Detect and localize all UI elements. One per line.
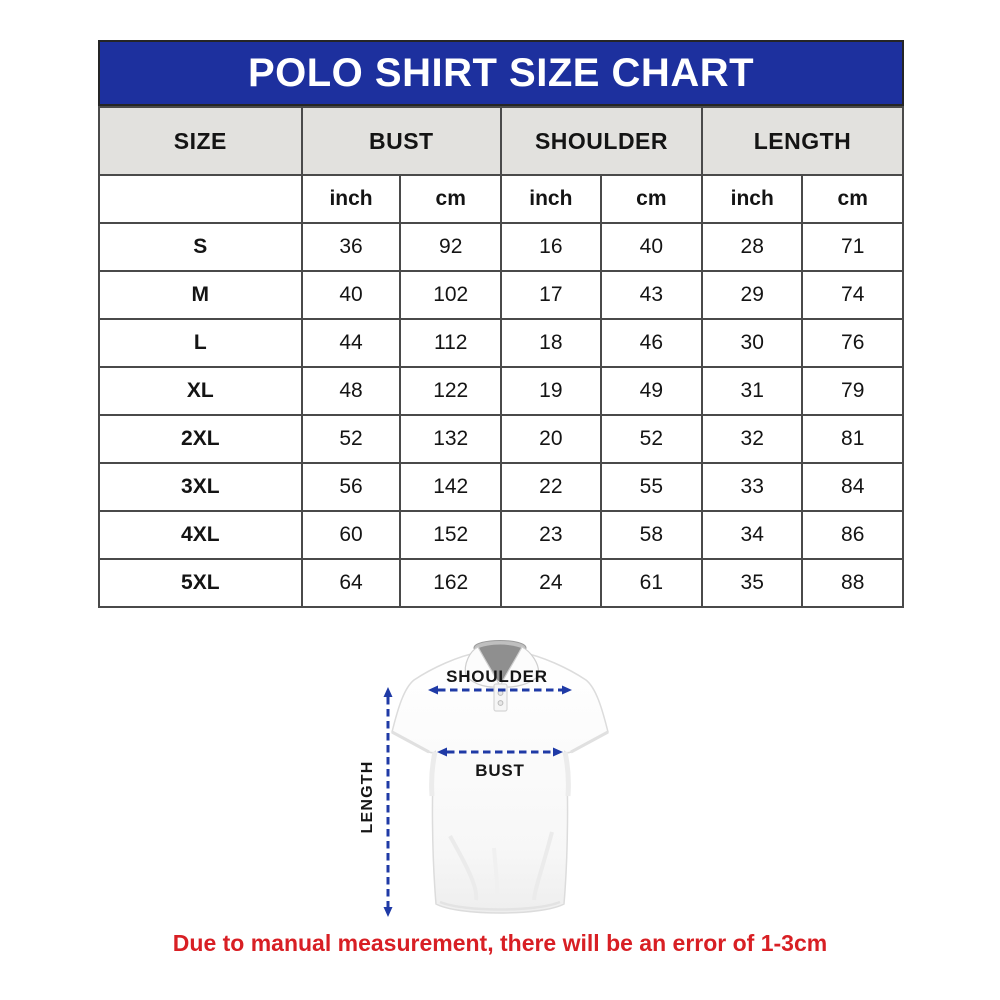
value-cell: 61 [601,559,702,607]
value-cell: 102 [400,271,501,319]
size-cell: XL [99,367,302,415]
value-cell: 152 [400,511,501,559]
unit-length-inch: inch [702,175,803,223]
value-cell: 76 [802,319,903,367]
column-header-length: LENGTH [702,107,903,175]
unit-length-cm: cm [802,175,903,223]
value-cell: 35 [702,559,803,607]
value-cell: 55 [601,463,702,511]
value-cell: 162 [400,559,501,607]
size-chart-block [98,40,904,608]
value-cell: 74 [802,271,903,319]
value-cell: 48 [302,367,401,415]
value-cell: 19 [501,367,601,415]
value-cell: 18 [501,319,601,367]
value-cell: 40 [302,271,401,319]
shoulder-label: SHOULDER [446,667,548,686]
value-cell: 28 [702,223,803,271]
value-cell: 142 [400,463,501,511]
polo-shirt-illustration [328,636,672,928]
size-cell: 5XL [99,559,302,607]
table-row-l [99,319,903,367]
table-row-4xl [99,511,903,559]
column-header-bust: BUST [302,107,501,175]
value-cell: 20 [501,415,601,463]
table-row-2xl [99,415,903,463]
value-cell: 86 [802,511,903,559]
size-cell: M [99,271,302,319]
value-cell: 30 [702,319,803,367]
table-units-row [99,175,903,223]
chart-title: POLO SHIRT SIZE CHART [247,50,755,95]
column-header-shoulder: SHOULDER [501,107,702,175]
table-row-s [99,223,903,271]
bust-label: BUST [475,761,525,780]
value-cell: 60 [302,511,401,559]
unit-shoulder-cm: cm [601,175,702,223]
value-cell: 40 [601,223,702,271]
value-cell: 34 [702,511,803,559]
size-cell: L [99,319,302,367]
value-cell: 132 [400,415,501,463]
value-cell: 81 [802,415,903,463]
value-cell: 29 [702,271,803,319]
table-row-xl [99,367,903,415]
value-cell: 23 [501,511,601,559]
value-cell: 79 [802,367,903,415]
value-cell: 32 [702,415,803,463]
unit-bust-inch: inch [302,175,401,223]
value-cell: 16 [501,223,601,271]
size-cell: 3XL [99,463,302,511]
column-header-size: SIZE [99,107,302,175]
value-cell: 44 [302,319,401,367]
table-row-3xl [99,463,903,511]
value-cell: 58 [601,511,702,559]
table-row-5xl [99,559,903,607]
size-cell: S [99,223,302,271]
value-cell: 36 [302,223,401,271]
value-cell: 52 [601,415,702,463]
table-group-header-row [99,107,903,175]
shirt-placket [494,684,507,711]
value-cell: 22 [501,463,601,511]
table-row-m [99,271,903,319]
size-cell: 4XL [99,511,302,559]
value-cell: 64 [302,559,401,607]
polo-shirt-diagram [328,636,672,928]
value-cell: 43 [601,271,702,319]
size-cell: 2XL [99,415,302,463]
value-cell: 92 [400,223,501,271]
unit-shoulder-inch: inch [501,175,601,223]
value-cell: 71 [802,223,903,271]
value-cell: 24 [501,559,601,607]
value-cell: 84 [802,463,903,511]
size-table [98,106,904,608]
length-label: LENGTH [359,760,376,834]
measurement-disclaimer: Due to manual measurement, there will be an error of 1-3cm [172,930,828,956]
value-cell: 49 [601,367,702,415]
value-cell: 31 [702,367,803,415]
value-cell: 122 [400,367,501,415]
unit-bust-cm: cm [400,175,501,223]
value-cell: 33 [702,463,803,511]
chart-title-bar [98,40,904,106]
value-cell: 17 [501,271,601,319]
length-measure-arrow [384,687,393,917]
value-cell: 112 [400,319,501,367]
value-cell: 52 [302,415,401,463]
value-cell: 46 [601,319,702,367]
value-cell: 56 [302,463,401,511]
value-cell: 88 [802,559,903,607]
units-empty-cell [99,175,302,223]
shirt-button [498,701,503,706]
